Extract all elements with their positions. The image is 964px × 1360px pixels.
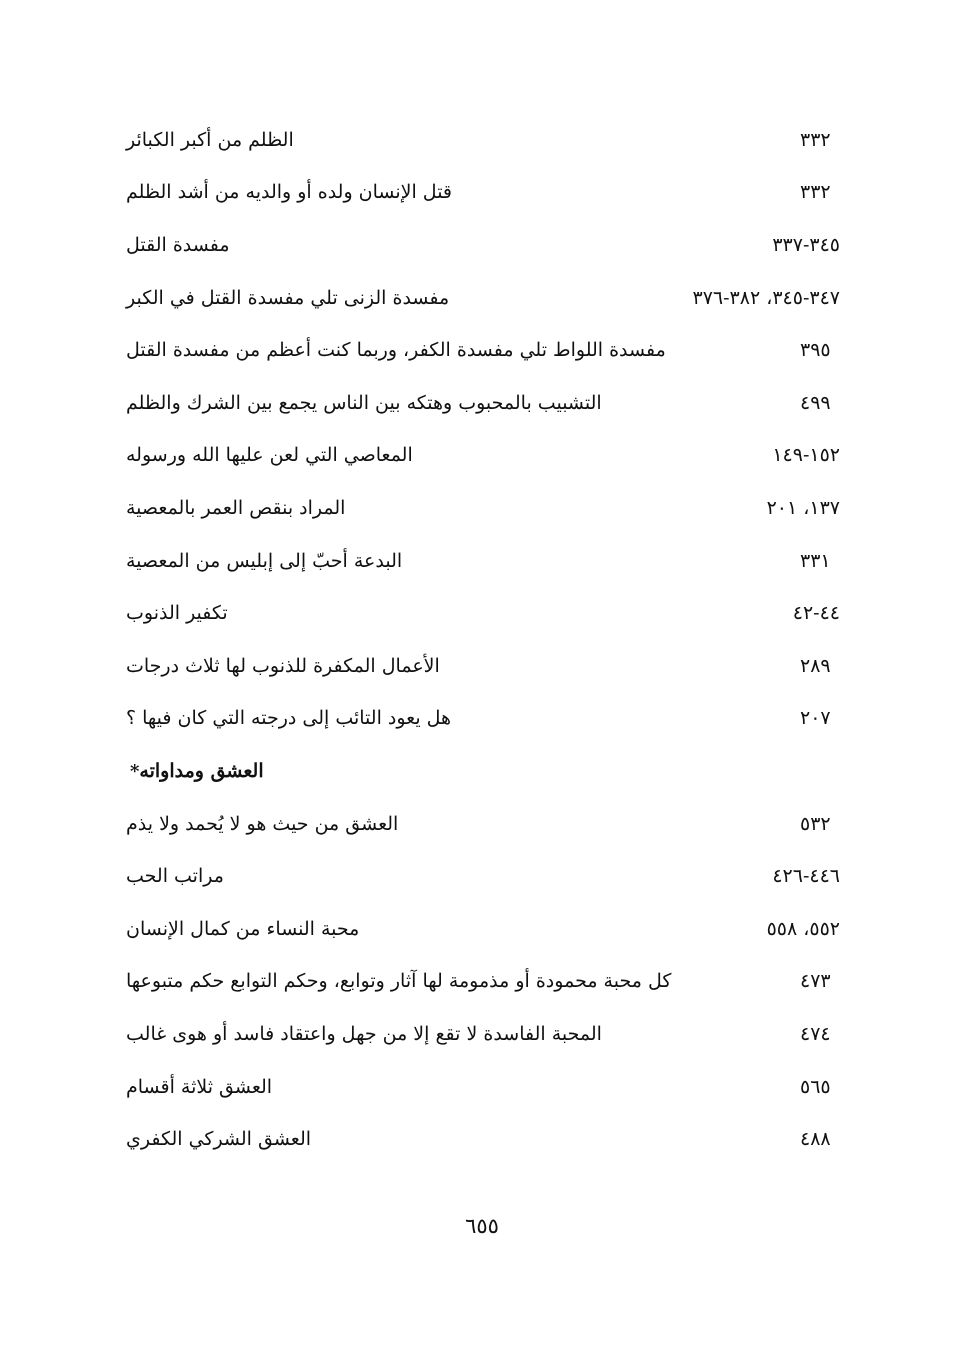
entry-pages: ٤٤٦-٤٢٦	[772, 865, 840, 888]
index-entry	[126, 219, 840, 272]
index-entry	[126, 693, 840, 746]
entry-topic: العشق الشركي الكفري	[126, 1128, 312, 1151]
entry-pages: ٥٣٢	[800, 812, 831, 835]
entry-pages: ١٥٢-١٤٩	[772, 444, 840, 467]
index-entry	[126, 903, 840, 956]
entry-topic: التشبيب بالمحبوب وهتكه بين الناس يجمع بين الشرك والظلم	[126, 391, 602, 414]
entry-pages: ٢٨٩	[800, 654, 831, 677]
entry-pages: ١٣٧، ٢٠١	[766, 497, 840, 520]
index-entry	[126, 1008, 840, 1061]
index-entry	[126, 535, 840, 588]
entry-topic: مفسدة اللواط تلي مفسدة الكفر، وربما كنت أعظم من مفسدة القتل	[126, 339, 666, 362]
entry-topic: المحبة الفاسدة لا تقع إلا من جهل واعتقاد فاسد أو هوى غالب	[126, 1022, 602, 1045]
section-marker: *	[130, 760, 140, 782]
index-entry	[126, 430, 840, 483]
page-number: ٦٥٥	[465, 1214, 499, 1238]
entry-topic: قتل الإنسان ولده أو والديه من أشد الظلم	[126, 181, 453, 204]
index-entry	[126, 956, 840, 1009]
entry-pages: ٣٩٥	[800, 339, 831, 362]
section-title: العشق ومداواته	[139, 760, 264, 783]
entry-topic: مراتب الحب	[126, 865, 224, 888]
entry-topic: الظلم من أكبر الكبائر	[126, 128, 294, 151]
entry-pages: ٤٧٤	[800, 1022, 831, 1045]
entry-pages: ٣٣٢	[800, 181, 831, 204]
entry-pages: ٣٤٥-٣٣٧	[772, 234, 840, 257]
section-heading	[126, 745, 840, 798]
entry-topic: المعاصي التي لعن عليها الله ورسوله	[126, 444, 413, 467]
entry-pages: ٢٠٧	[800, 707, 831, 730]
index-entry	[126, 324, 840, 377]
entry-pages: ٥٦٥	[800, 1075, 831, 1098]
entry-topic: مفسدة القتل	[126, 234, 230, 257]
entry-topic: مفسدة الزنى تلي مفسدة القتل في الكبر	[126, 286, 450, 309]
entry-topic: هل يعود التائب إلى درجته التي كان فيها ؟	[126, 707, 452, 730]
index-entry	[126, 1061, 840, 1114]
entry-topic: العشق من حيث هو لا يُحمد ولا يذم	[126, 812, 399, 835]
index-entry	[126, 114, 840, 167]
index-list	[126, 114, 840, 1166]
entry-topic: الأعمال المكفرة للذنوب لها ثلاث درجات	[126, 654, 440, 677]
index-entry	[126, 377, 840, 430]
index-entry	[126, 587, 840, 640]
entry-pages: ٣٤٧-٣٤٥، ٣٨٢-٣٧٦	[692, 286, 840, 309]
entry-pages: ٥٥٢، ٥٥٨	[766, 917, 840, 940]
entry-topic: البدعة أحبّ إلى إبليس من المعصية	[126, 549, 403, 572]
entry-pages: ٣٣٢	[800, 128, 831, 151]
entry-topic: محبة النساء من كمال الإنسان	[126, 917, 360, 940]
entry-topic: كل محبة محمودة أو مذمومة لها آثار وتوابع، وحكم التوابع حكم متبوعها	[126, 970, 672, 993]
index-entry	[126, 482, 840, 535]
entry-topic: تكفير الذنوب	[126, 602, 228, 625]
entry-topic: العشق ثلاثة أقسام	[126, 1075, 273, 1098]
index-entry	[126, 850, 840, 903]
index-entry	[126, 798, 840, 851]
index-entry	[126, 640, 840, 693]
entry-pages: ٤٨٨	[800, 1128, 831, 1151]
index-entry	[126, 167, 840, 220]
entry-pages: ٣٣١	[800, 549, 831, 572]
index-entry	[126, 272, 840, 325]
index-entry	[126, 1113, 840, 1166]
entry-pages: ٤٧٣	[800, 970, 831, 993]
entry-pages: ٤٤-٤٢	[792, 602, 840, 625]
entry-topic: المراد بنقص العمر بالمعصية	[126, 497, 346, 520]
entry-pages: ٤٩٩	[800, 391, 831, 414]
